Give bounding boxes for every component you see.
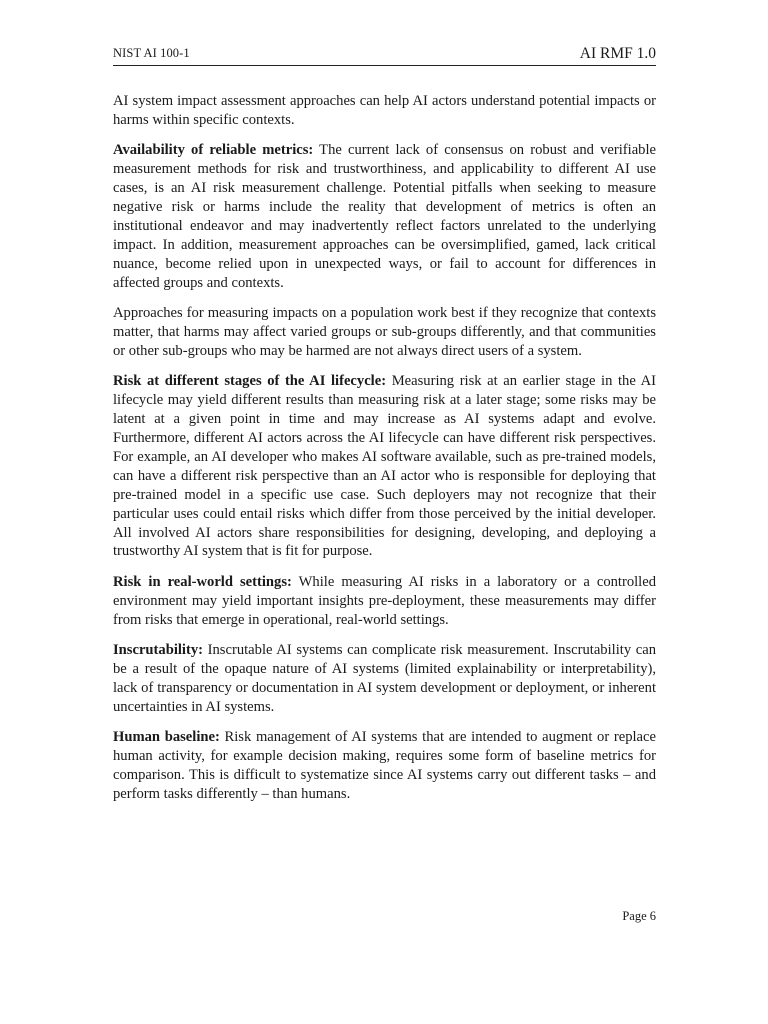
paragraph-heading: Risk in real-world settings: bbox=[113, 573, 292, 590]
page-header bbox=[113, 44, 656, 66]
paragraph-lifecycle-stages bbox=[113, 372, 656, 561]
paragraph-text: Approaches for measuring impacts on a population work best if they recognize that contexts matter, that harms may affect varied groups or sub-groups differently, and that communities or other sub-groups who may be harmed are not always direct users of a system. bbox=[113, 305, 656, 359]
paragraph-heading: Human baseline: bbox=[113, 729, 220, 746]
paragraph-text: Inscrutable AI systems can complicate risk measurement. Inscrutability can be a result of the opaque nature of AI systems (limited explainability or interpretability), lack of transparency or documentation in AI system development or deployment, or inherent uncertainties in AI systems. bbox=[113, 642, 656, 715]
paragraph-reliable-metrics bbox=[113, 141, 656, 292]
paragraph-text: While measuring AI risks in a laboratory or a controlled environment may yield important insights pre-deployment, these measurements may differ from risks that emerge in operational, real-world settings. bbox=[113, 573, 657, 628]
paragraph-text: The current lack of consensus on robust and verifiable measurement methods for risk and trustworthiness, and applicability to different AI use cases, is an AI risk measurement challenge. Potential pitfalls when seeking to measure negative risk or harms include the reality that development of metrics is often an institutional endeavor and may inadvertently reflect factors unrelated to the underlying impact. In addition, measurement approaches can be oversimplified, gamed, lack critical nuance, become relied upon in unexpected ways, or fail to account for differences in affected groups and contexts. bbox=[113, 142, 656, 291]
paragraph-real-world-settings bbox=[113, 573, 656, 630]
document-version: AI RMF 1.0 bbox=[579, 45, 656, 62]
paragraph-text: AI system impact assessment approaches can help AI actors understand potential impacts or harms within specific contexts. bbox=[113, 93, 656, 128]
paragraph-impact-assessment bbox=[113, 92, 656, 130]
paragraph-inscrutability bbox=[113, 641, 656, 717]
paragraph-heading: Inscrutability: bbox=[113, 642, 203, 659]
document-id: NIST AI 100-1 bbox=[113, 46, 190, 60]
paragraph-text: Risk management of AI systems that are intended to augment or replace human activity, for example decision making, requires some form of baseline metrics for comparison. This is difficult to systematize since AI systems carry out different tasks – and perform tasks differently – than humans. bbox=[113, 729, 656, 802]
paragraph-human-baseline bbox=[113, 728, 656, 804]
paragraph-measuring-impacts bbox=[113, 304, 656, 361]
paragraph-text: Measuring risk at an earlier stage in the AI lifecycle may yield different results than measuring risk at a later stage; some risks may be latent at a given point in time and may increase as AI systems adapt and evolve. Furthermore, different AI actors across the AI lifecycle can have different risk perspectives. For example, an AI developer who makes AI software available, such as pre-trained models, can have a different risk perspective than an AI actor who is responsible for deploying that pre-trained model in a specific use case. Such deployers may not recognize that their particular uses could entail risks which differ from those perceived by the initial developer. All involved AI actors share responsibilities for designing, developing, and deploying a trustworthy AI system that is fit for purpose. bbox=[113, 373, 656, 560]
paragraph-heading: Risk at different stages of the AI lifecycle: bbox=[113, 373, 387, 390]
page-number: Page 6 bbox=[622, 909, 656, 923]
paragraph-heading: Availability of reliable metrics: bbox=[113, 142, 314, 159]
page-body bbox=[113, 92, 656, 815]
